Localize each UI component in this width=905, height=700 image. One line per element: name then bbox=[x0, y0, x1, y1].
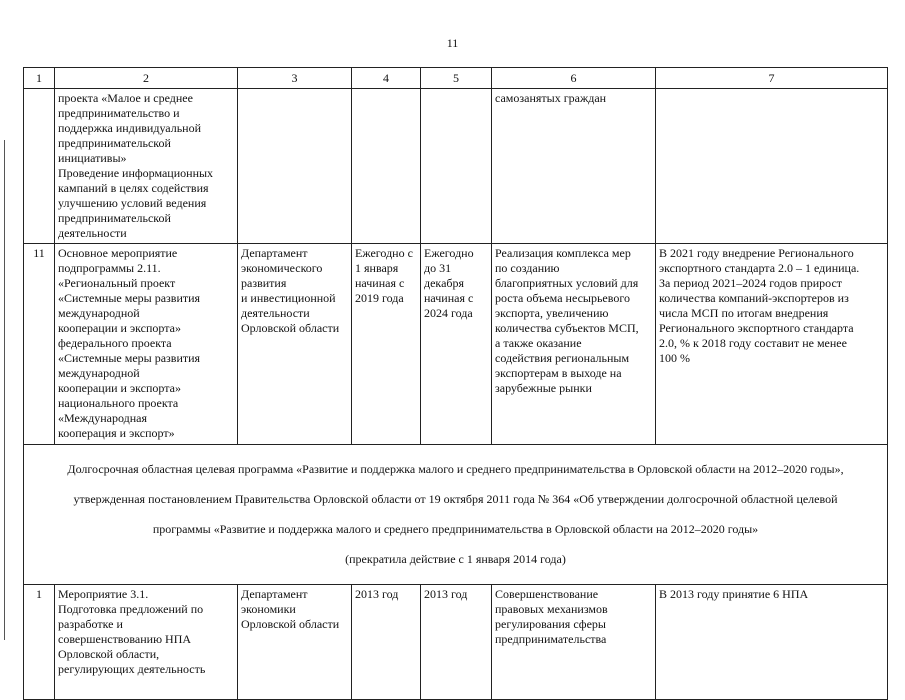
indicator-cell: В 2013 году принятие 6 НПА bbox=[656, 585, 888, 700]
result-cell: самозанятых граждан bbox=[492, 89, 656, 244]
row-number-cell: 1 bbox=[24, 585, 55, 700]
column-header-5: 5 bbox=[421, 68, 492, 89]
section-heading-note: (прекратила действие с 1 января 2014 года) bbox=[345, 552, 566, 566]
section-heading-line: Долгосрочная областная целевая программа «Развитие и поддержка малого и среднего предпринимательства в Орловской области на 2012–2020 годы», bbox=[67, 462, 844, 476]
result-cell: Реализация комплекса мер по созданию благоприятных условий для роста объема несырьевого экспорта, увеличению количества субъектов МСП, а также оказание содействия региональным экспортерам в выходе на зарубежные рынки bbox=[492, 244, 656, 445]
end-date-cell bbox=[421, 89, 492, 244]
start-date-cell bbox=[352, 89, 421, 244]
column-header-2: 2 bbox=[55, 68, 238, 89]
executor-cell bbox=[238, 89, 352, 244]
section-heading-cell bbox=[24, 445, 888, 585]
end-date-cell: 2013 год bbox=[421, 585, 492, 700]
table-row bbox=[24, 89, 888, 244]
section-heading-line: утвержденная постановлением Правительства Орловской области от 19 октября 2011 года № 364 «Об утверждении долгосрочной областной целевой bbox=[73, 492, 838, 506]
executor-cell: Департамент экономического развития и инвестиционной деятельности Орловской области bbox=[238, 244, 352, 445]
column-number-header-row bbox=[24, 68, 888, 89]
row-number-cell: 11 bbox=[24, 244, 55, 445]
row-number-cell bbox=[24, 89, 55, 244]
column-header-3: 3 bbox=[238, 68, 352, 89]
section-heading-line: программы «Развитие и поддержка малого и среднего предпринимательства в Орловской области на 2012–2020 годы» bbox=[152, 522, 759, 536]
result-cell: Совершенствование правовых механизмов регулирования сферы предпринимательства bbox=[492, 585, 656, 700]
section-heading-row bbox=[24, 445, 888, 585]
end-date-cell: Ежегодно до 31 декабря начиная с 2024 года bbox=[421, 244, 492, 445]
measure-cell: проекта «Малое и среднее предпринимательство и поддержка индивидуальной предпринимательской инициативы» Проведение информационных кампаний в целях содействия улучшению условий ведения предпринимательской деятельности bbox=[55, 89, 238, 244]
executor-cell: Департамент экономики Орловской области bbox=[238, 585, 352, 700]
table-row bbox=[24, 244, 888, 445]
column-header-4: 4 bbox=[352, 68, 421, 89]
page-number: 11 bbox=[446, 36, 459, 50]
scan-edge-line bbox=[4, 140, 5, 640]
indicator-cell bbox=[656, 89, 888, 244]
start-date-cell: Ежегодно с 1 января начиная с 2019 года bbox=[352, 244, 421, 445]
table-row bbox=[24, 585, 888, 700]
start-date-cell: 2013 год bbox=[352, 585, 421, 700]
column-header-6: 6 bbox=[492, 68, 656, 89]
column-header-7: 7 bbox=[656, 68, 888, 89]
column-header-1: 1 bbox=[24, 68, 55, 89]
measure-cell: Мероприятие 3.1. Подготовка предложений по разработке и совершенствованию НПА Орловской области, регулирующих деятельность bbox=[55, 585, 238, 700]
indicator-cell: В 2021 году внедрение Регионального экспортного стандарта 2.0 – 1 единица. За период 2021–2024 годов прирост количества компаний-экспортеров из числа МСП по итогам внедрения Регионального экспортного стандарта 2.0, % к 2018 году составит не менее 100 % bbox=[656, 244, 888, 445]
program-measures-table bbox=[23, 67, 888, 700]
measure-cell: Основное мероприятие подпрограммы 2.11. «Региональный проект «Системные меры развития международной кооперации и экспорта» федерального проекта «Системные меры развития международной кооперации и экспорта» национального проекта «Международная кооперация и экспорт» bbox=[55, 244, 238, 445]
